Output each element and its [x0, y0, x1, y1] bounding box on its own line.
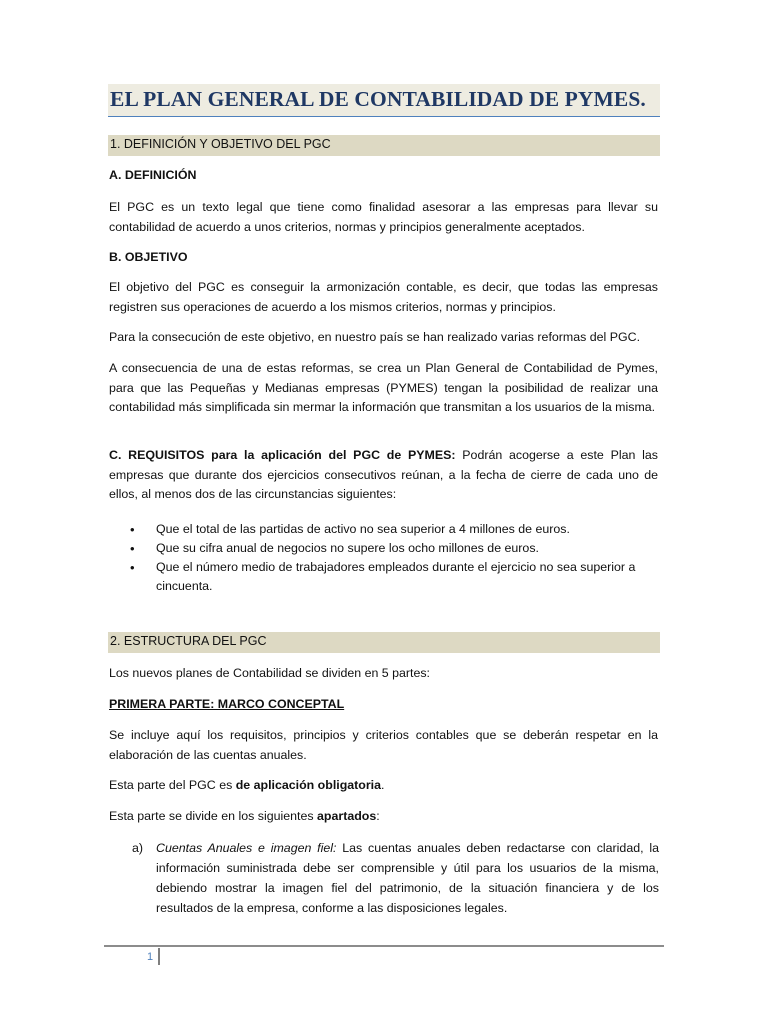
list-item: [130, 539, 660, 558]
obligatoria-text-post: .: [381, 778, 385, 792]
objetivo-heading: B. OBJETIVO: [109, 250, 188, 264]
requisitos-list: [130, 520, 660, 596]
requisitos-label-rest: para la aplicación del PGC de PYMES:: [204, 448, 456, 462]
apartado-a-body: Las cuentas anuales deben redactarse con claridad, la información suministrada debe ser comprensible y útil para los usuarios de la misma, debiendo mostrar la imagen fiel del patrimonio, de la situación financiera y de los resultados de la empresa, conforme a las disposiciones legales.: [156, 841, 659, 915]
apartados-text-pre: Esta parte se divide en los siguientes: [109, 809, 318, 823]
obligatoria-paragraph: [109, 776, 658, 796]
list-item-text: Que el número medio de trabajadores empleados durante el ejercicio no sea superior a cincuenta.: [156, 560, 636, 593]
primera-parte-paragraph: Se incluye aquí los requisitos, principios y criterios contables que se deberán respetar en la elaboración de las cuentas anuales.: [109, 728, 658, 762]
apartado-a-title: Cuentas Anuales e imagen fiel:: [156, 841, 337, 855]
title-box: [108, 84, 660, 117]
list-item: [130, 520, 660, 539]
definicion-heading: A. DEFINICIÓN: [109, 168, 197, 182]
requisitos-label: C. REQUISITOS: [109, 448, 205, 462]
objetivo-paragraph-2: Para la consecución de este objetivo, en nuestro país se han realizado varias reformas del PGC.: [109, 330, 641, 344]
apartados-paragraph: [109, 807, 658, 827]
requisitos-paragraph: [109, 446, 658, 505]
list-item-text: Que el total de las partidas de activo no sea superior a 4 millones de euros.: [156, 522, 570, 536]
obligatoria-text-bold: de aplicación obligatoria: [235, 778, 382, 792]
footer-rule: [104, 945, 664, 947]
bullet-icon: •: [130, 522, 135, 537]
list-item: [130, 558, 660, 596]
objetivo-paragraph-1: El objetivo del PGC es conseguir la armonización contable, es decir, que todas las empresas registren sus operaciones de acuerdo a los mismos criterios, normas y principios.: [109, 280, 658, 314]
apartados-text-post: :: [376, 809, 380, 823]
definicion-paragraph: El PGC es un texto legal que tiene como finalidad asesorar a las empresas para llevar su contabilidad de acuerdo a unos criterios, normas y principios generalmente aceptados.: [109, 200, 658, 234]
requisitos-text: Podrán acogerse a este Plan las empresas que durante dos ejercicios consecutivos reúnan, a la fecha de cierre de cada uno de ellos, al menos dos de las circunstancias siguientes:: [109, 448, 658, 502]
section-1-heading-bar: [108, 135, 660, 156]
apartado-a-text: [156, 838, 659, 918]
apartados-text-bold: apartados: [317, 809, 377, 823]
bullet-icon: •: [130, 541, 135, 556]
section-2-heading-bar: [108, 632, 660, 653]
apartado-a-marker: a): [132, 841, 144, 855]
section-2-heading: 2. ESTRUCTURA DEL PGC: [110, 634, 267, 648]
page-number: 1: [147, 951, 154, 963]
section-1-heading: 1. DEFINICIÓN Y OBJETIVO DEL PGC: [110, 137, 331, 151]
obligatoria-text-pre: Esta parte del PGC es: [109, 778, 236, 792]
primera-parte-heading: PRIMERA PARTE: MARCO CONCEPTAL: [109, 697, 345, 711]
footer-divider: [158, 948, 160, 965]
estructura-intro: Los nuevos planes de Contabilidad se dividen en 5 partes:: [109, 666, 431, 680]
document-title: EL PLAN GENERAL DE CONTABILIDAD DE PYMES.: [110, 87, 646, 111]
objetivo-paragraph-3: A consecuencia de una de estas reformas, se crea un Plan General de Contabilidad de Pymes, para que las Pequeñas y Medianas empresas (PYMES) tengan la posibilidad de realizar una contabilidad más simplificada sin mermar la información que transmitan a los usuarios de la misma.: [109, 361, 658, 415]
list-item-text: Que su cifra anual de negocios no supere los ocho millones de euros.: [156, 541, 539, 555]
bullet-icon: •: [130, 560, 135, 575]
